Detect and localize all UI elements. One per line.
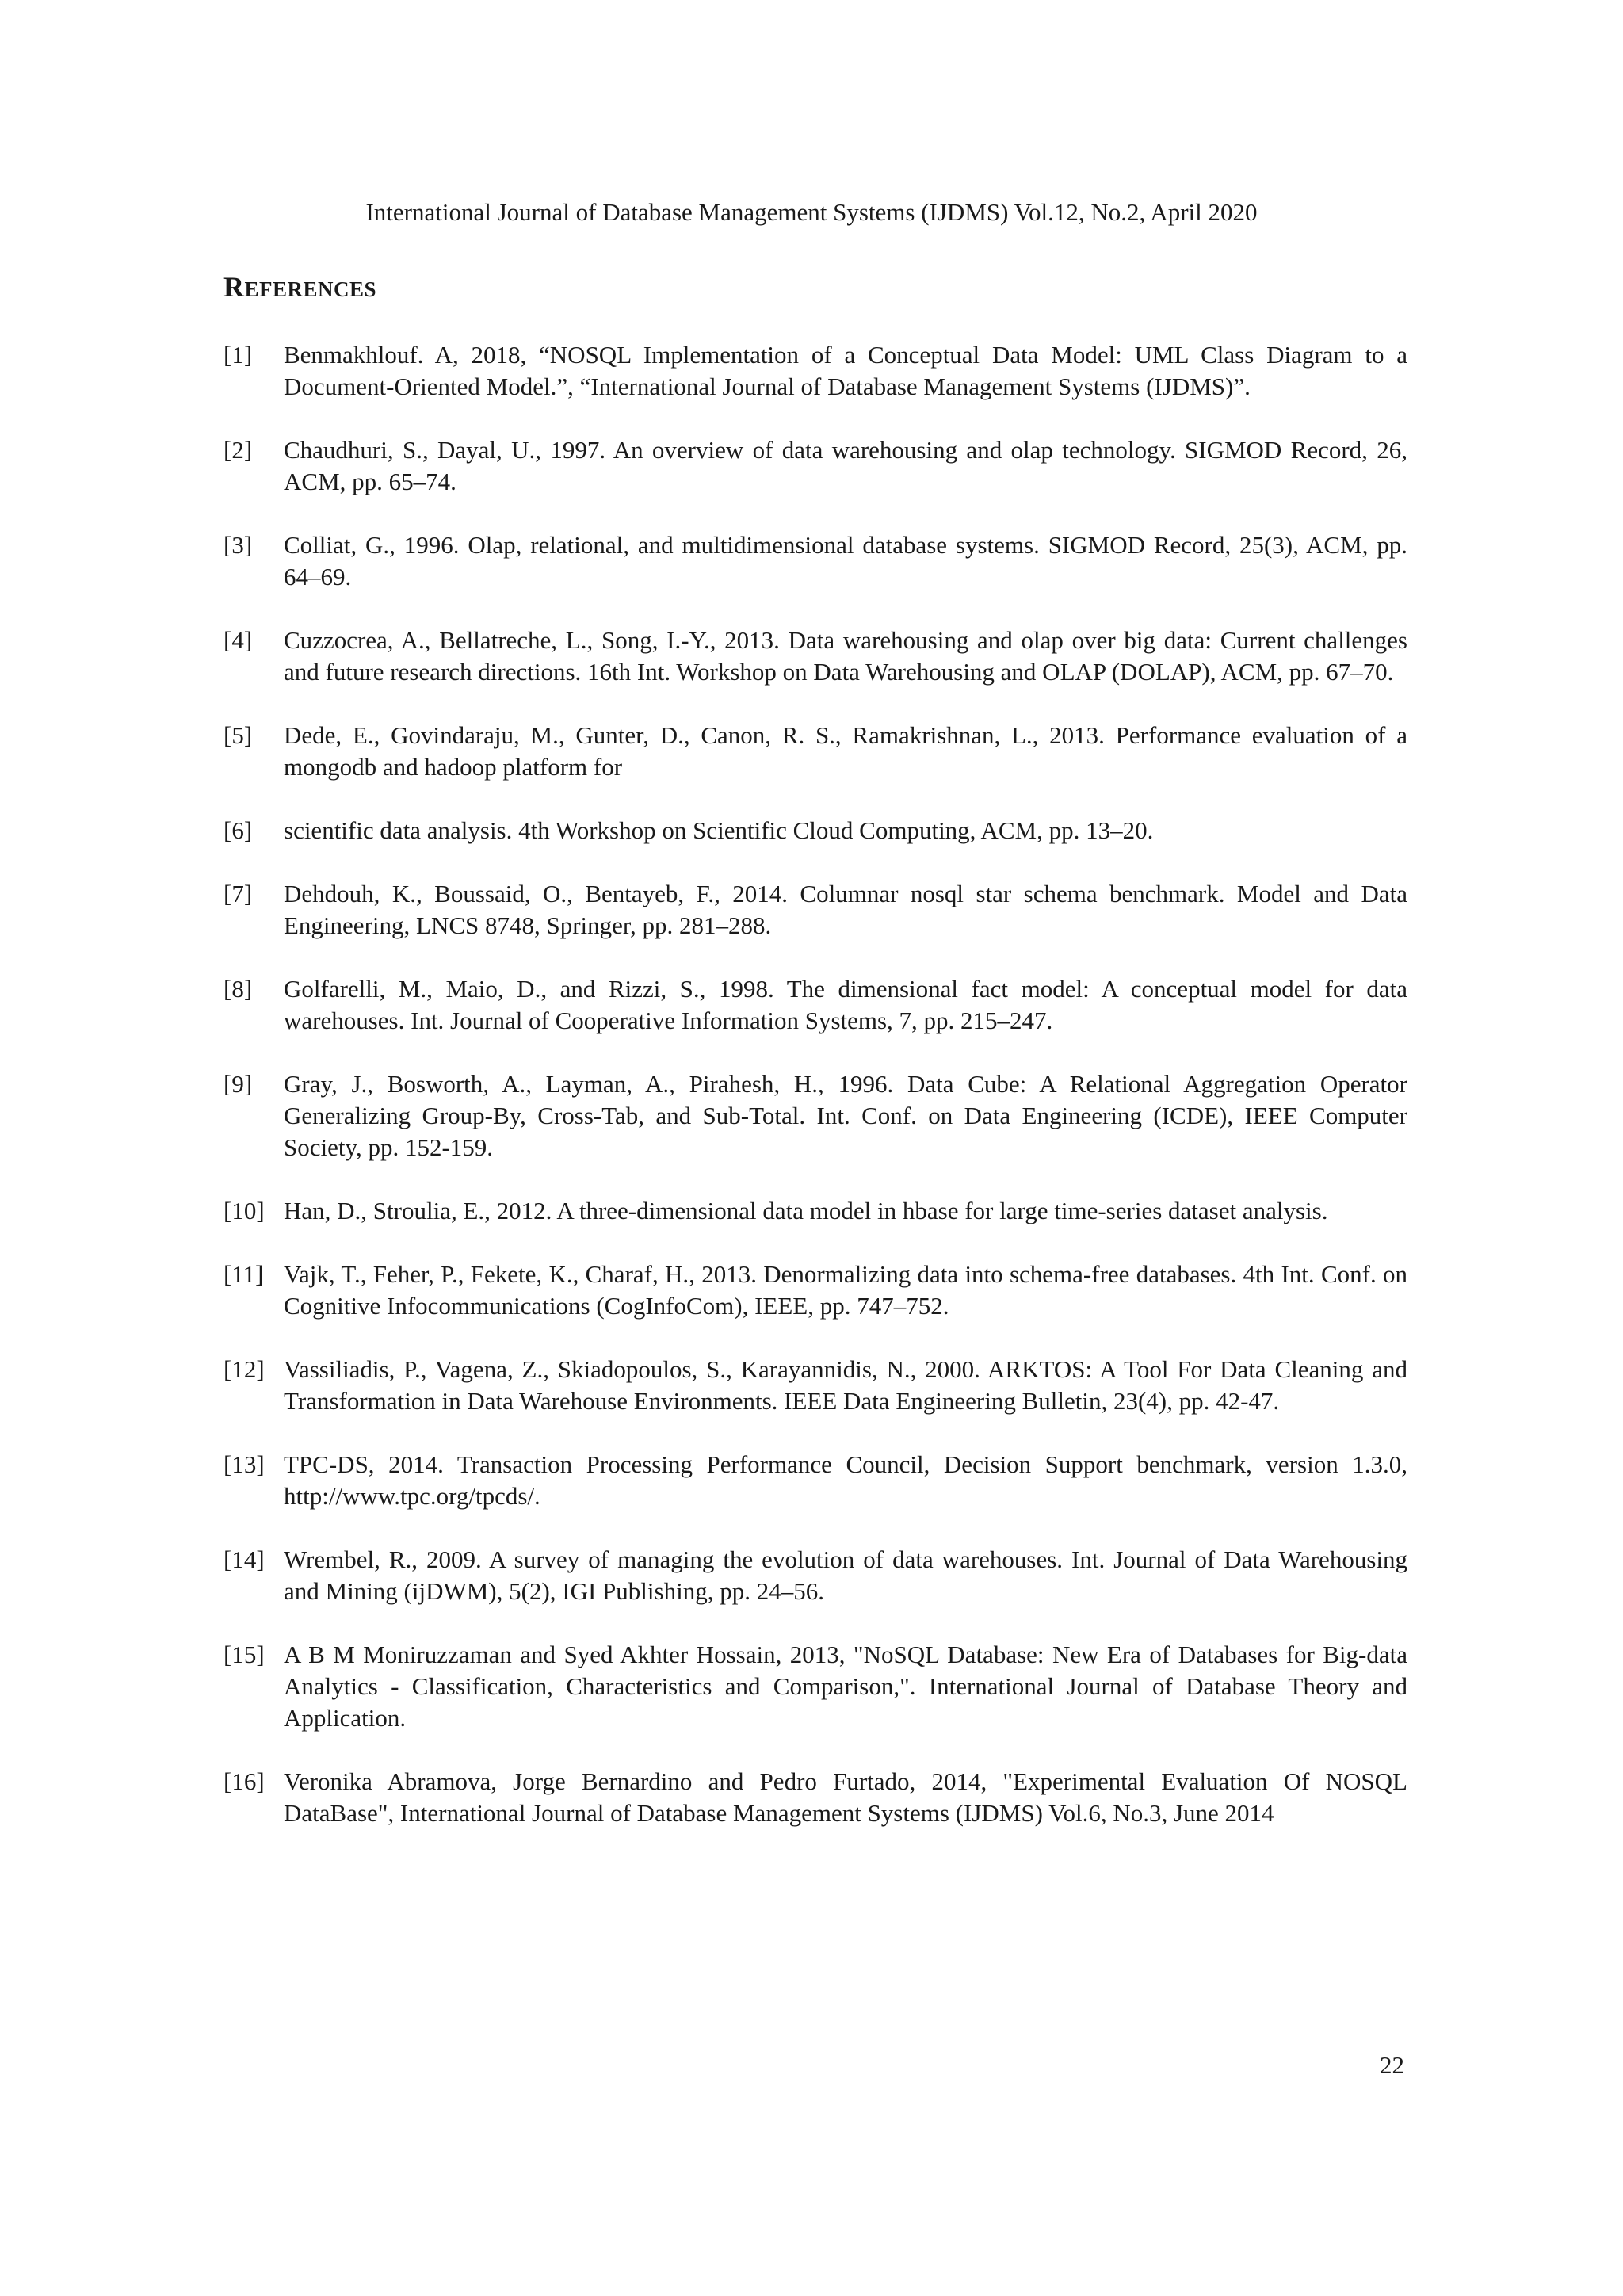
reference-item-2 (223, 434, 1407, 498)
page-number: 22 (1380, 2051, 1404, 2079)
reference-item-8 (223, 973, 1407, 1037)
reference-number: [12] (223, 1355, 265, 1383)
reference-text: A B M Moniruzzaman and Syed Akhter Hossain, 2013, "NoSQL Database: New Era of Databases for Big-data Analytics - Classification, Characteristics and Comparison,". International Journal of Database Theory and Application. (284, 1641, 1407, 1732)
reference-text: Veronika Abramova, Jorge Bernardino and Pedro Furtado, 2014, "Experimental Evaluation Of NOSQL DataBase", International Journal of Database Management Systems (IJDMS) Vol.6, No.3, June 2014 (284, 1767, 1407, 1827)
reference-item-6 (223, 815, 1407, 846)
reference-number: [2] (223, 436, 253, 464)
reference-number: [3] (223, 531, 253, 559)
reference-item-4 (223, 625, 1407, 688)
reference-item-7 (223, 878, 1407, 942)
reference-number: [4] (223, 626, 253, 654)
reference-text: Benmakhlouf. A, 2018, “NOSQL Implementation of a Conceptual Data Model: UML Class Diagram to a Document-Oriented Model.”, “International Journal of Database Management Systems (IJDMS)”. (284, 341, 1407, 400)
reference-number: [7] (223, 880, 253, 907)
reference-number: [6] (223, 816, 253, 844)
reference-text: TPC-DS, 2014. Transaction Processing Performance Council, Decision Support benchmark, version 1.3.0, http://www.tpc.org/tpcds/. (284, 1450, 1407, 1510)
reference-item-9 (223, 1068, 1407, 1163)
reference-item-16 (223, 1766, 1407, 1829)
reference-item-10 (223, 1195, 1407, 1227)
reference-text: Cuzzocrea, A., Bellatreche, L., Song, I.-Y., 2013. Data warehousing and olap over big data: Current challenges and future research directions. 16th Int. Workshop on Data Warehousing and OLAP (DOLAP), ACM, pp. 67–70. (284, 626, 1407, 686)
reference-item-3 (223, 529, 1407, 593)
reference-text: Wrembel, R., 2009. A survey of managing the evolution of data warehouses. Int. Journal of Data Warehousing and Mining (ijDWM), 5(2), IGI Publishing, pp. 24–56. (284, 1545, 1407, 1605)
reference-text: Han, D., Stroulia, E., 2012. A three-dimensional data model in hbase for large time-series dataset analysis. (284, 1197, 1328, 1224)
reference-number: [9] (223, 1070, 253, 1098)
reference-text: scientific data analysis. 4th Workshop on Scientific Cloud Computing, ACM, pp. 13–20. (284, 816, 1154, 844)
reference-item-13 (223, 1449, 1407, 1512)
reference-text: Dede, E., Govindaraju, M., Gunter, D., Canon, R. S., Ramakrishnan, L., 2013. Performance evaluation of a mongodb and hadoop platform for (284, 721, 1407, 781)
reference-text: Chaudhuri, S., Dayal, U., 1997. An overview of data warehousing and olap technology. SIGMOD Record, 26, ACM, pp. 65–74. (284, 436, 1407, 495)
reference-text: Dehdouh, K., Boussaid, O., Bentayeb, F., 2014. Columnar nosql star schema benchmark. Model and Data Engineering, LNCS 8748, Springer, pp. 281–288. (284, 880, 1407, 939)
reference-item-11 (223, 1259, 1407, 1322)
reference-text: Vajk, T., Feher, P., Fekete, K., Charaf, H., 2013. Denormalizing data into schema-free databases. 4th Int. Conf. on Cognitive Infocommunications (CogInfoCom), IEEE, pp. 747–752. (284, 1260, 1407, 1320)
reference-number: [8] (223, 975, 253, 1003)
reference-item-1 (223, 339, 1407, 403)
reference-item-5 (223, 720, 1407, 783)
reference-number: [13] (223, 1450, 265, 1478)
reference-text: Colliat, G., 1996. Olap, relational, and multidimensional database systems. SIGMOD Record, 25(3), ACM, pp. 64–69. (284, 531, 1407, 590)
section-heading-references (223, 271, 376, 305)
section-heading-initial: R (223, 271, 245, 303)
running-header: International Journal of Database Management Systems (IJDMS) Vol.12, No.2, April 2020 (365, 198, 1258, 226)
reference-number: [10] (223, 1197, 265, 1224)
reference-text: Golfarelli, M., Maio, D., and Rizzi, S., 1998. The dimensional fact model: A conceptual model for data warehouses. Int. Journal of Cooperative Information Systems, 7, pp. 215–247. (284, 975, 1407, 1034)
reference-item-14 (223, 1544, 1407, 1607)
reference-number: [5] (223, 721, 253, 749)
reference-list (223, 339, 1407, 1861)
reference-number: [16] (223, 1767, 265, 1795)
reference-number: [11] (223, 1260, 264, 1288)
reference-text: Vassiliadis, P., Vagena, Z., Skiadopoulos, S., Karayannidis, N., 2000. ARKTOS: A Tool For Data Cleaning and Transformation in Data Warehouse Environments. IEEE Data Engineering Bulletin, 23(4), pp. 42-47. (284, 1355, 1407, 1415)
reference-number: [15] (223, 1641, 265, 1668)
reference-number: [14] (223, 1545, 265, 1573)
reference-item-15 (223, 1639, 1407, 1734)
reference-item-12 (223, 1354, 1407, 1417)
section-heading-rest: EFERENCES (244, 277, 377, 301)
reference-text: Gray, J., Bosworth, A., Layman, A., Pirahesh, H., 1996. Data Cube: A Relational Aggregation Operator Generalizing Group-By, Cross-Tab, and Sub-Total. Int. Conf. on Data Engineering (ICDE), IEEE Computer Society, pp. 152-159. (284, 1070, 1407, 1161)
reference-number: [1] (223, 341, 253, 369)
